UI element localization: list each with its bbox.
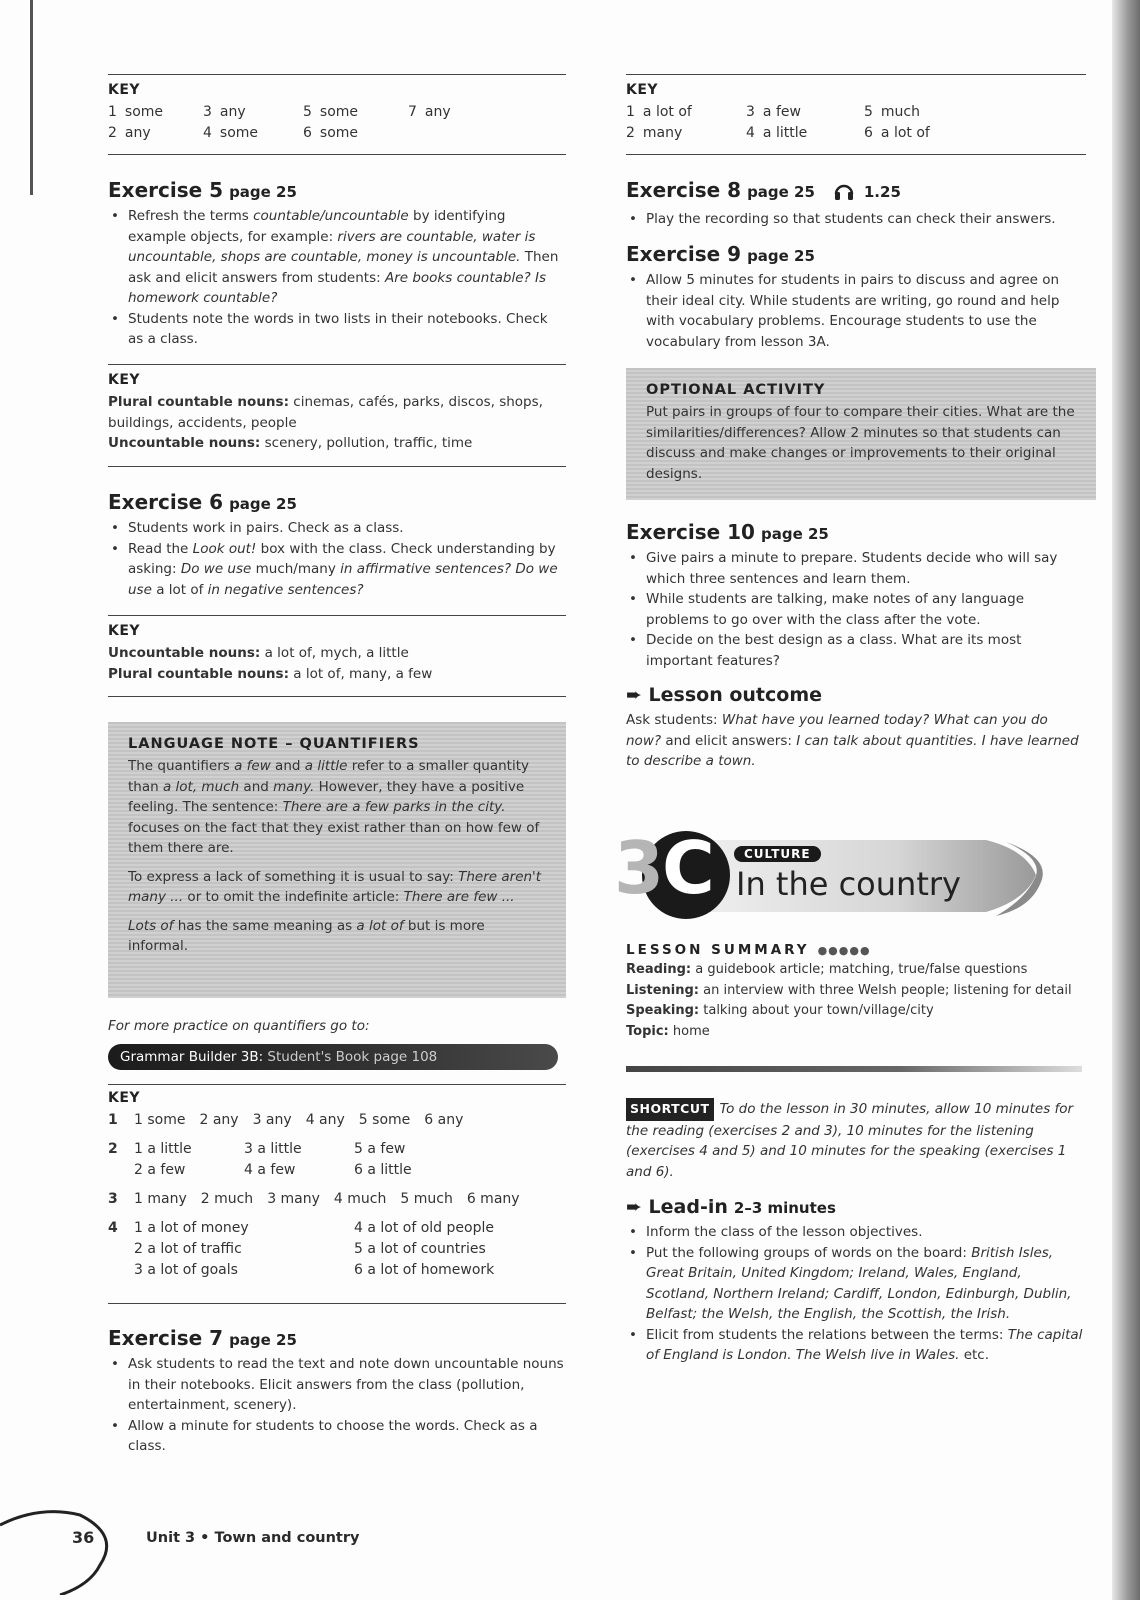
shortcut-text: SHORTCUT To do the lesson in 30 minutes, allow 10 minutes for the reading (exercises 2 and 3), 10 minutes for the listening (exercises 4 and 5) and 10 minutes for the speaking (exercises 1 and 6). [626,1098,1086,1182]
optional-heading: OPTIONAL ACTIVITY [646,382,826,398]
grammar-builder-link[interactable]: Grammar Builder 3B: Student's Book page 108 [108,1044,558,1070]
lesson-outcome [626,684,1086,772]
key-item: 4 some [203,125,259,141]
key-rule-bottom [108,1303,566,1304]
key-rule-bottom [108,696,566,697]
key-line: Plural countable nouns: a lot of, many, a few [108,665,433,682]
bullet: • Elicit from students the relations between the terms: The capital of England is London. The Welsh live in Wales. etc. [626,1325,1086,1366]
practice-text: For more practice on quantifiers go to: [108,1018,370,1034]
exercise-heading: Exercise 8 page 25 1.25 [626,178,1086,205]
exercise-heading: Exercise 10 page 25 [626,520,829,544]
difficulty-dots: ●●●●● [817,944,871,957]
page-number: 36 [72,1528,95,1547]
key-line: Plural countable nouns: cinemas, cafés, parks, discos, shops, buildings, accidents, people [108,394,543,431]
exercise-9 [626,242,1086,352]
exercise-6 [108,490,566,600]
summary-line: Speaking: talking about your town/village/city [626,1003,934,1018]
bullet: • Inform the class of the lesson objectives. [626,1222,1086,1243]
exercise-heading: Exercise 7 page 25 [108,1326,297,1350]
exercise-5 [108,178,566,350]
section-heading: ➨ Lesson outcome [626,684,823,706]
bullet: • Allow a minute for students to choose the words. Check as a class. [108,1416,566,1457]
key-row: 2 1 a little 3 a little 5 a few 2 a few 4 a few 6 a little [108,1141,412,1178]
headphones-icon [834,181,854,205]
bullet: • Put the following groups of words on the board: British Isles, Great Britain, United Kingdom; Ireland, Wales, England, Scotland, Northern Ireland; Cardiff, London, Edinburgh, Dublin, Belfast; the Welsh, the English, the Scottish, the Irish. [626,1243,1086,1325]
exercise-7 [108,1326,566,1457]
arrow-icon: ➨ [626,1196,649,1218]
key-item: 3 any [203,104,246,120]
audio-track: 1.25 [863,183,901,201]
banner-letter: C [662,826,715,910]
note-heading: LANGUAGE NOTE – QUANTIFIERS [128,736,420,752]
key-item: 4 a little [746,125,808,141]
culture-tag: CULTURE [734,846,821,862]
summary-line: Listening: an interview with three Welsh people; listening for detail [626,982,1072,998]
optional-text: Put pairs in groups of four to compare their cities. What are the similarities/differences? Allow 2 minutes so that students can discuss and make changes or improvements to their original designs. [646,404,1075,482]
exercise-heading: Exercise 6 page 25 [108,490,297,514]
key-item: 7 any [408,104,451,120]
note-paragraph: The quantifiers a few and a little refer to a smaller quantity than a lot, much and many. However, they have a positive feeling. The sentence: There are a few parks in the city. focuses on the fact that they exist rather than on how few of them there are. [128,758,540,856]
key-item: 1 a lot of [626,104,692,120]
page-edge-left [30,0,33,195]
language-note-box [108,722,566,998]
lesson-banner [614,820,1086,930]
banner-number: 3 [614,826,665,910]
arrow-icon: ➨ [626,684,649,706]
key-item: 1 some [108,104,164,120]
key-item: 5 some [303,104,359,120]
summary-divider [626,1066,1082,1072]
key-rule-top [108,74,566,75]
bullet: • While students are talking, make notes of any language problems to go over with the class after the vote. [626,589,1086,630]
key-heading: KEY [108,1090,141,1106]
bullet: • Decide on the best design as a class. What are its most important features? [626,630,1086,671]
unit-title: Unit 3 • Town and country [146,1530,360,1546]
bullet: • Refresh the terms countable/uncountable by identifying example objects, for example: rivers are countable, water is uncountable, shops are countable, money is uncountable. Then ask and elicit answers from students: Are books countable? Is homework countable? [108,206,566,309]
key-row: 1 1 some 2 any 3 any 4 any 5 some 6 any [108,1112,464,1128]
key-rule-top [108,1084,566,1085]
key-section-4 [108,1090,566,1281]
summary-line: Topic: home [626,1023,710,1039]
note-paragraph: To express a lack of something it is usual to say: There aren't many ... or to omit the indefinite article: There are few ... [128,868,542,905]
key-line: Uncountable nouns: a lot of, mych, a little [108,645,409,661]
key-item: 2 many [626,125,683,141]
key-section-2 [108,372,566,454]
key-rule-bottom [626,154,1086,155]
key-row: 3 1 many 2 much 3 many 4 much 5 much 6 many [108,1191,520,1207]
exercise-heading: Exercise 5 page 25 [108,178,297,202]
footer-swoosh [0,1505,110,1595]
summary-line: Reading: a guidebook article; matching, true/false questions [626,962,1028,977]
key-item: 5 much [864,104,921,120]
note-paragraph: Lots of has the same meaning as a lot of but is more informal. [128,917,485,954]
key-item: 2 any [108,125,151,141]
bullet: • Play the recording so that students can check their answers. [626,209,1086,230]
key-heading: KEY [108,623,141,639]
key-heading: KEY [108,82,141,98]
key-heading: KEY [108,372,141,388]
key-item: 6 a lot of [864,125,930,141]
key-rule-top [626,74,1086,75]
lead-in [626,1196,1086,1366]
key-rule-bottom [108,154,566,155]
bullet: • Students note the words in two lists in their notebooks. Check as a class. [108,309,566,350]
exercise-heading: Exercise 9 page 25 [626,242,815,266]
key-section-right [626,82,1086,144]
bullet: • Allow 5 minutes for students in pairs to discuss and agree on their ideal city. While students are writing, go round and help with vocabulary problems. Encourage students to use the vocabulary from lesson 3A. [626,270,1086,352]
shortcut-tag: SHORTCUT [626,1098,714,1121]
key-section-1 [108,82,566,144]
exercise-8 [626,178,1086,230]
key-heading: KEY [626,82,659,98]
key-item: 3 a few [746,104,801,120]
key-line: Uncountable nouns: scenery, pollution, traffic, time [108,435,473,451]
bullet: • Students work in pairs. Check as a class. [108,518,566,539]
section-heading: ➨ Lead-in 2–3 minutes [626,1196,836,1218]
bullet: • Give pairs a minute to prepare. Students decide who will say which three sentences and learn them. [626,548,1086,589]
bullet: • Ask students to read the text and note down uncountable nouns in their notebooks. Elicit answers from the class (pollution, entertainment, scenery). [108,1354,566,1416]
summary-heading: LESSON SUMMARY ●●●●● [626,942,871,958]
bullet: • Read the Look out! box with the class. Check understanding by asking: Do we use much/many in affirmative sentences? Do we use a lot of in negative sentences? [108,539,566,601]
optional-activity-box [626,368,1096,500]
lesson-summary [626,942,1086,1042]
book-spine-shadow [1112,0,1140,1600]
key-rule-top [108,615,566,616]
key-section-3 [108,623,566,684]
key-item: 6 some [303,125,359,141]
key-row: 4 1 a lot of money 4 a lot of old people 2 a lot of traffic 5 a lot of countries 3 a lot of goals 6 a lot of homework [108,1220,495,1278]
outcome-text: Ask students: What have you learned today? What can you do now? and elicit answers: I can talk about quantities. I have learned to describe a town. [626,712,1079,769]
key-rule-bottom [108,466,566,467]
exercise-10 [626,520,1086,671]
key-rule-top [108,364,566,365]
lesson-title: In the country [736,865,961,903]
